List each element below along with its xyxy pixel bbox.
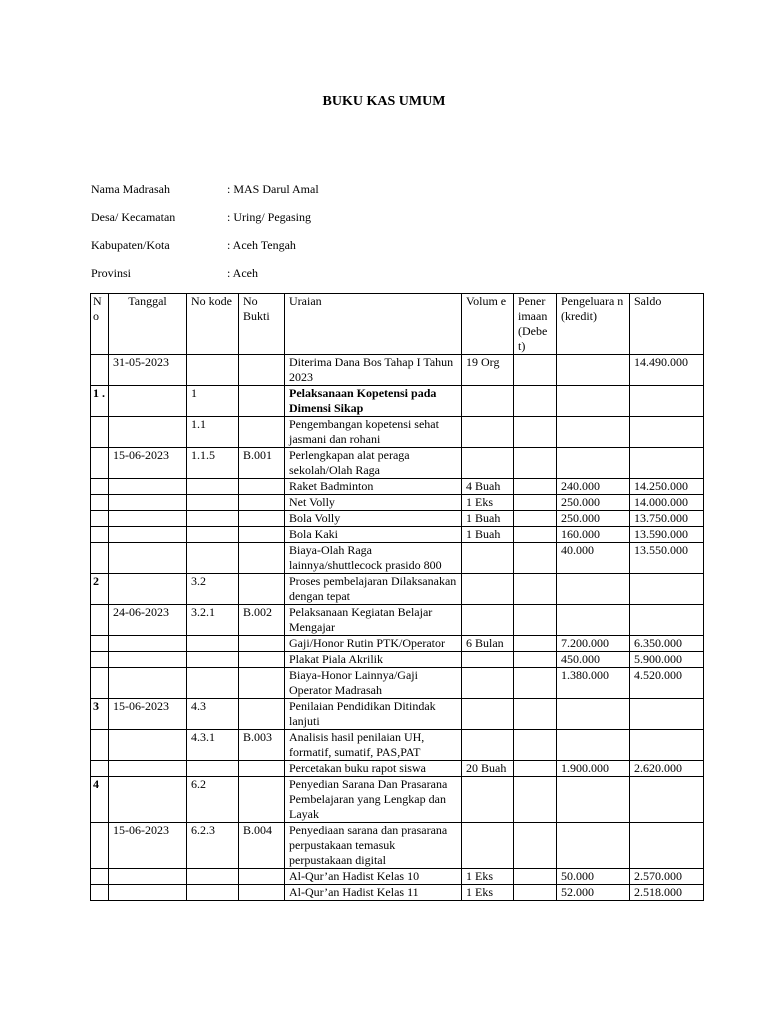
table-row xyxy=(91,823,704,869)
cell-no xyxy=(91,823,109,869)
cell-no-kode: 1 xyxy=(187,386,239,417)
cell-no-kode xyxy=(187,885,239,901)
cell-penerimaan xyxy=(514,417,557,448)
cell-volume xyxy=(462,652,514,668)
cell-volume xyxy=(462,777,514,823)
cell-pengeluaran: 160.000 xyxy=(557,527,630,543)
cell-saldo: 2.518.000 xyxy=(630,885,704,901)
cell-tanggal xyxy=(109,495,187,511)
cell-no: 4 xyxy=(91,777,109,823)
cell-tanggal xyxy=(109,869,187,885)
cell-volume xyxy=(462,448,514,479)
cell-no-kode xyxy=(187,355,239,386)
column-header-pengeluaran: Pengeluara n (kredit) xyxy=(557,294,630,355)
table-row xyxy=(91,636,704,652)
info-label: Kabupaten/Kota xyxy=(91,238,170,252)
cell-saldo: 14.000.000 xyxy=(630,495,704,511)
cell-no-bukti xyxy=(239,527,285,543)
cell-pengeluaran: 250.000 xyxy=(557,495,630,511)
cell-pengeluaran xyxy=(557,417,630,448)
cell-uraian: Analisis hasil penilaian UH, formatif, sumatif, PAS,PAT xyxy=(285,730,462,761)
info-label: Desa/ Kecamatan xyxy=(91,210,176,224)
cell-uraian: Gaji/Honor Rutin PTK/Operator xyxy=(285,636,462,652)
cell-no xyxy=(91,761,109,777)
cell-pengeluaran: 7.200.000 xyxy=(557,636,630,652)
column-header-tanggal: Tanggal xyxy=(109,294,187,355)
cell-no-bukti xyxy=(239,761,285,777)
cell-no xyxy=(91,730,109,761)
cell-no xyxy=(91,652,109,668)
cell-pengeluaran xyxy=(557,355,630,386)
cell-no xyxy=(91,668,109,699)
cell-no xyxy=(91,495,109,511)
column-header-no-bukti: No Bukti xyxy=(239,294,285,355)
cell-no-bukti xyxy=(239,574,285,605)
table-row xyxy=(91,668,704,699)
cell-no-kode xyxy=(187,636,239,652)
cell-no-bukti xyxy=(239,355,285,386)
cell-no-bukti xyxy=(239,636,285,652)
cell-no-bukti: B.003 xyxy=(239,730,285,761)
cell-penerimaan xyxy=(514,761,557,777)
cell-uraian: Penilaian Pendidikan Ditindak lanjuti xyxy=(285,699,462,730)
cell-pengeluaran: 52.000 xyxy=(557,885,630,901)
table-row xyxy=(91,386,704,417)
cell-no-bukti xyxy=(239,495,285,511)
cell-tanggal xyxy=(109,386,187,417)
cell-no-bukti xyxy=(239,869,285,885)
cell-pengeluaran xyxy=(557,605,630,636)
table-row xyxy=(91,543,704,574)
cell-saldo: 13.590.000 xyxy=(630,527,704,543)
cell-volume xyxy=(462,605,514,636)
cell-no-bukti xyxy=(239,699,285,730)
cell-no-bukti xyxy=(239,668,285,699)
column-header-no-kode: No kode xyxy=(187,294,239,355)
cell-penerimaan xyxy=(514,777,557,823)
cell-pengeluaran: 50.000 xyxy=(557,869,630,885)
cell-volume: 19 Org xyxy=(462,355,514,386)
cell-pengeluaran: 240.000 xyxy=(557,479,630,495)
cell-no-kode xyxy=(187,495,239,511)
cell-penerimaan xyxy=(514,495,557,511)
cell-saldo: 2.570.000 xyxy=(630,869,704,885)
table-row xyxy=(91,869,704,885)
cell-no-kode: 4.3.1 xyxy=(187,730,239,761)
cell-penerimaan xyxy=(514,699,557,730)
column-header-penerimaan: Pener imaan (Debe t) xyxy=(514,294,557,355)
table-row xyxy=(91,417,704,448)
cell-saldo xyxy=(630,605,704,636)
cell-uraian: Bola Volly xyxy=(285,511,462,527)
cell-penerimaan xyxy=(514,543,557,574)
cell-tanggal: 31-05-2023 xyxy=(109,355,187,386)
cell-penerimaan xyxy=(514,355,557,386)
cell-pengeluaran xyxy=(557,730,630,761)
cell-saldo xyxy=(630,699,704,730)
cell-volume: 20 Buah xyxy=(462,761,514,777)
table-row xyxy=(91,605,704,636)
table-row xyxy=(91,730,704,761)
cell-volume xyxy=(462,386,514,417)
cell-uraian: Biaya-Olah Raga lainnya/shuttlecock prasido 800 xyxy=(285,543,462,574)
cell-tanggal: 24-06-2023 xyxy=(109,605,187,636)
cell-no-bukti xyxy=(239,885,285,901)
table-row xyxy=(91,448,704,479)
cell-volume xyxy=(462,730,514,761)
cell-volume xyxy=(462,574,514,605)
cell-saldo xyxy=(630,448,704,479)
cell-pengeluaran xyxy=(557,574,630,605)
cell-penerimaan xyxy=(514,636,557,652)
cell-tanggal xyxy=(109,668,187,699)
cell-no: 2 xyxy=(91,574,109,605)
cell-pengeluaran: 1.900.000 xyxy=(557,761,630,777)
table-row xyxy=(91,699,704,730)
cell-tanggal xyxy=(109,511,187,527)
cell-tanggal xyxy=(109,574,187,605)
cell-uraian: Pelaksanaan Kopetensi pada Dimensi Sikap xyxy=(285,386,462,417)
table-row xyxy=(91,495,704,511)
cell-saldo: 5.900.000 xyxy=(630,652,704,668)
cell-volume: 1 Buah xyxy=(462,527,514,543)
info-label: Provinsi xyxy=(91,266,132,280)
cell-no-kode xyxy=(187,761,239,777)
cell-no xyxy=(91,355,109,386)
cell-uraian: Pelaksanaan Kegiatan Belajar Mengajar xyxy=(285,605,462,636)
cell-no-kode: 1.1.5 xyxy=(187,448,239,479)
cell-no-bukti xyxy=(239,511,285,527)
cell-saldo xyxy=(630,417,704,448)
cell-uraian: Pengembangan kopetensi sehat jasmani dan rohani xyxy=(285,417,462,448)
cell-tanggal xyxy=(109,777,187,823)
cell-penerimaan xyxy=(514,527,557,543)
column-header-no: N o xyxy=(91,294,109,355)
cell-volume: 1 Eks xyxy=(462,495,514,511)
cell-tanggal: 15-06-2023 xyxy=(109,823,187,869)
cell-saldo: 14.490.000 xyxy=(630,355,704,386)
cell-no-bukti: B.001 xyxy=(239,448,285,479)
cell-volume xyxy=(462,417,514,448)
table-row xyxy=(91,885,704,901)
cell-no xyxy=(91,511,109,527)
cell-no-kode xyxy=(187,543,239,574)
cell-penerimaan xyxy=(514,511,557,527)
cell-tanggal: 15-06-2023 xyxy=(109,448,187,479)
cell-penerimaan xyxy=(514,386,557,417)
table-row xyxy=(91,355,704,386)
info-value: : Aceh xyxy=(227,266,258,280)
cell-penerimaan xyxy=(514,823,557,869)
table-row xyxy=(91,761,704,777)
cell-no-bukti xyxy=(239,417,285,448)
cell-penerimaan xyxy=(514,869,557,885)
cell-uraian: Net Volly xyxy=(285,495,462,511)
cell-penerimaan xyxy=(514,668,557,699)
cell-volume xyxy=(462,668,514,699)
cell-penerimaan xyxy=(514,885,557,901)
cell-no xyxy=(91,417,109,448)
cell-saldo: 14.250.000 xyxy=(630,479,704,495)
cell-no-kode xyxy=(187,527,239,543)
cell-no xyxy=(91,636,109,652)
cell-tanggal xyxy=(109,479,187,495)
cell-no: 3 xyxy=(91,699,109,730)
cell-no xyxy=(91,448,109,479)
info-label: Nama Madrasah xyxy=(91,182,170,196)
cell-volume: 1 Eks xyxy=(462,885,514,901)
cell-uraian: Proses pembelajaran Dilaksanakan dengan tepat xyxy=(285,574,462,605)
cell-pengeluaran xyxy=(557,823,630,869)
cell-no-bukti xyxy=(239,652,285,668)
table-header-row xyxy=(91,294,704,355)
cell-tanggal xyxy=(109,417,187,448)
cell-no-kode xyxy=(187,652,239,668)
cell-saldo xyxy=(630,730,704,761)
cell-pengeluaran: 450.000 xyxy=(557,652,630,668)
cell-pengeluaran: 1.380.000 xyxy=(557,668,630,699)
cell-uraian: Percetakan buku rapot siswa xyxy=(285,761,462,777)
cell-saldo: 13.750.000 xyxy=(630,511,704,527)
cell-penerimaan xyxy=(514,605,557,636)
cell-saldo: 6.350.000 xyxy=(630,636,704,652)
cell-pengeluaran xyxy=(557,699,630,730)
cash-book-table xyxy=(90,293,704,901)
column-header-uraian: Uraian xyxy=(285,294,462,355)
cell-penerimaan xyxy=(514,652,557,668)
cell-no-kode xyxy=(187,668,239,699)
table-row xyxy=(91,777,704,823)
cell-pengeluaran: 250.000 xyxy=(557,511,630,527)
cell-tanggal xyxy=(109,636,187,652)
cell-penerimaan xyxy=(514,479,557,495)
cell-no xyxy=(91,869,109,885)
cell-saldo: 13.550.000 xyxy=(630,543,704,574)
cell-pengeluaran: 40.000 xyxy=(557,543,630,574)
cell-no-kode: 1.1 xyxy=(187,417,239,448)
cell-uraian: Al-Qur’an Hadist Kelas 11 xyxy=(285,885,462,901)
cell-no xyxy=(91,543,109,574)
cell-saldo: 4.520.000 xyxy=(630,668,704,699)
info-value: : Uring/ Pegasing xyxy=(227,210,311,224)
column-header-saldo: Saldo xyxy=(630,294,704,355)
document-title: BUKU KAS UMUM xyxy=(322,94,446,109)
cell-no-bukti xyxy=(239,479,285,495)
cell-no xyxy=(91,527,109,543)
cell-no: 1 . xyxy=(91,386,109,417)
cell-uraian: Raket Badminton xyxy=(285,479,462,495)
cell-no-bukti: B.002 xyxy=(239,605,285,636)
cell-no-kode: 4.3 xyxy=(187,699,239,730)
cell-saldo xyxy=(630,823,704,869)
table-row xyxy=(91,652,704,668)
cell-volume xyxy=(462,543,514,574)
cell-no-bukti xyxy=(239,386,285,417)
info-value: : MAS Darul Amal xyxy=(227,182,319,196)
cell-tanggal xyxy=(109,652,187,668)
cell-penerimaan xyxy=(514,730,557,761)
cell-saldo: 2.620.000 xyxy=(630,761,704,777)
cell-no-kode xyxy=(187,479,239,495)
table-row xyxy=(91,574,704,605)
cell-tanggal xyxy=(109,885,187,901)
cell-uraian: Al-Qur’an Hadist Kelas 10 xyxy=(285,869,462,885)
cell-tanggal xyxy=(109,527,187,543)
cell-uraian: Penyedian Sarana Dan Prasarana Pembelajaran yang Lengkap dan Layak xyxy=(285,777,462,823)
cell-no-kode: 3.2 xyxy=(187,574,239,605)
cell-no-kode xyxy=(187,511,239,527)
cell-pengeluaran xyxy=(557,448,630,479)
cell-saldo xyxy=(630,777,704,823)
cell-no-kode: 6.2.3 xyxy=(187,823,239,869)
column-header-volume: Volum e xyxy=(462,294,514,355)
cell-uraian: Biaya-Honor Lainnya/Gaji Operator Madrasah xyxy=(285,668,462,699)
cell-volume xyxy=(462,699,514,730)
cell-volume: 4 Buah xyxy=(462,479,514,495)
cell-penerimaan xyxy=(514,574,557,605)
cell-volume: 1 Buah xyxy=(462,511,514,527)
cell-pengeluaran xyxy=(557,386,630,417)
table-row xyxy=(91,511,704,527)
cell-uraian: Diterima Dana Bos Tahap I Tahun 2023 xyxy=(285,355,462,386)
cell-no-kode: 6.2 xyxy=(187,777,239,823)
table-row xyxy=(91,479,704,495)
cell-no-kode xyxy=(187,869,239,885)
info-value: : Aceh Tengah xyxy=(227,238,296,252)
cell-uraian: Penyediaan sarana dan prasarana perpustakaan temasuk perpustakaan digital xyxy=(285,823,462,869)
cell-tanggal xyxy=(109,761,187,777)
cell-no-bukti xyxy=(239,543,285,574)
cell-no xyxy=(91,605,109,636)
cell-saldo xyxy=(630,574,704,605)
cell-penerimaan xyxy=(514,448,557,479)
cell-volume: 1 Eks xyxy=(462,869,514,885)
cell-tanggal xyxy=(109,543,187,574)
cell-tanggal: 15-06-2023 xyxy=(109,699,187,730)
cell-uraian: Plakat Piala Akrilik xyxy=(285,652,462,668)
cell-no-bukti xyxy=(239,777,285,823)
cell-pengeluaran xyxy=(557,777,630,823)
cell-no-kode: 3.2.1 xyxy=(187,605,239,636)
cell-no xyxy=(91,479,109,495)
cell-saldo xyxy=(630,386,704,417)
cell-uraian: Bola Kaki xyxy=(285,527,462,543)
cell-no-bukti: B.004 xyxy=(239,823,285,869)
cell-no xyxy=(91,885,109,901)
cell-uraian: Perlengkapan alat peraga sekolah/Olah Raga xyxy=(285,448,462,479)
cell-tanggal xyxy=(109,730,187,761)
cell-volume: 6 Bulan xyxy=(462,636,514,652)
cell-volume xyxy=(462,823,514,869)
table-row xyxy=(91,527,704,543)
